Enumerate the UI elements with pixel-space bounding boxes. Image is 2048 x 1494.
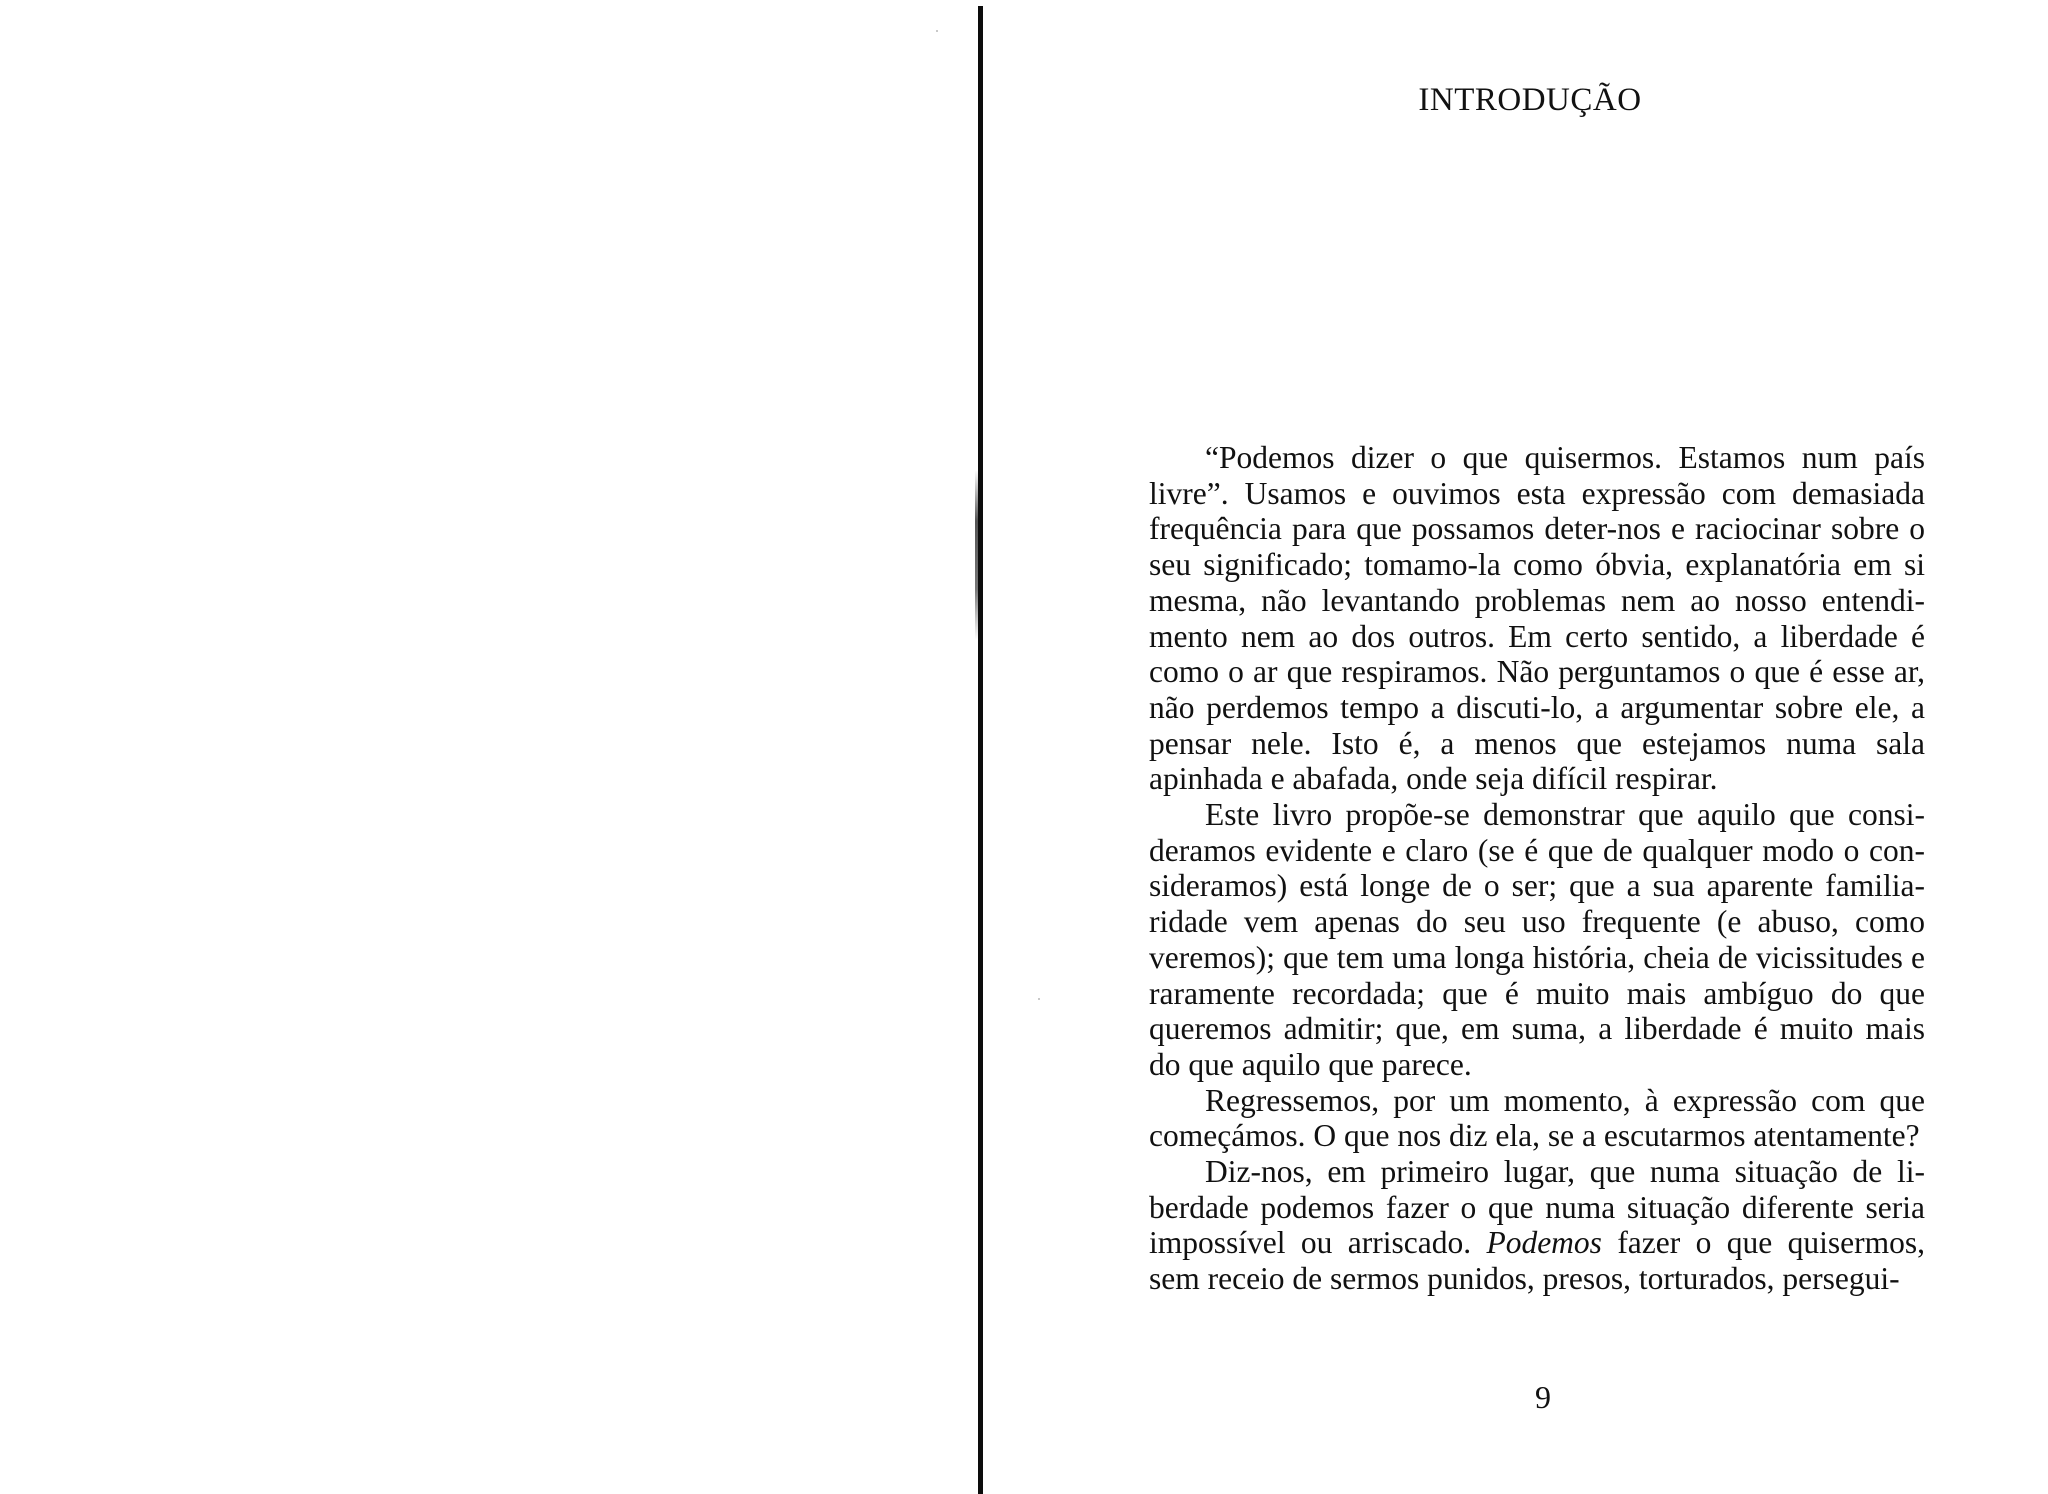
emphasis-podemos: Podemos [1486, 1225, 1602, 1261]
page-number: 9 [1535, 1379, 1551, 1415]
paper-speck [936, 30, 938, 32]
right-page [985, 0, 2048, 1494]
running-head: INTRODUÇÃO [1418, 82, 1642, 118]
paragraph-4 [1149, 1154, 1925, 1297]
body-text [1149, 440, 1925, 1297]
paragraph-2: Este livro propõe-se demonstrar que aquilo que consideramos evidente e claro (se é que de qualquer modo o consideramos) está longe de o ser; que a sua aparente familiaridade vem apenas do seu uso frequente (e abuso, como veremos); que tem uma longa história, cheia de vicissitudes e raramente recordada; que é muito mais ambíguo do que queremos admitir; que, em suma, a liberdade é muito mais do que aquilo que parece. [1149, 797, 1925, 1082]
book-gutter [978, 6, 983, 1494]
paragraph-4-tail: fazer o que quisermos, sem receio de sermos punidos, presos, torturados, persegui- [1149, 1225, 1925, 1297]
left-page-blank [0, 0, 975, 1494]
paragraph-3: Regressemos, por um momento, à expressão com que começámos. O que nos diz ela, se a escutarmos atentamente? [1149, 1082, 1925, 1154]
paragraph-4-lead: Diz-nos, em primeiro lugar, que numa situação de liberdade podemos fazer o que numa situação diferente seria impossível ou arriscado. [1149, 1154, 1925, 1261]
paragraph-1: “Podemos dizer o que quisermos. Estamos num país livre”. Usamos e ouvimos esta expressão com demasiada frequência para que possamos deter-nos e raciocinar sobre o seu significado; tomamo-la como óbvia, explanatória em si mesma, não levantando problemas nem ao nosso entendimento nem ao dos outros. Em certo sentido, a liberdade é como o ar que respiramos. Não perguntamos o que é esse ar, não perdemos tempo a discuti-lo, a argumentar sobre ele, a pensar nele. Isto é, a menos que estejamos numa sala apinhada e abafada, onde seja difícil respirar. [1149, 440, 1925, 797]
